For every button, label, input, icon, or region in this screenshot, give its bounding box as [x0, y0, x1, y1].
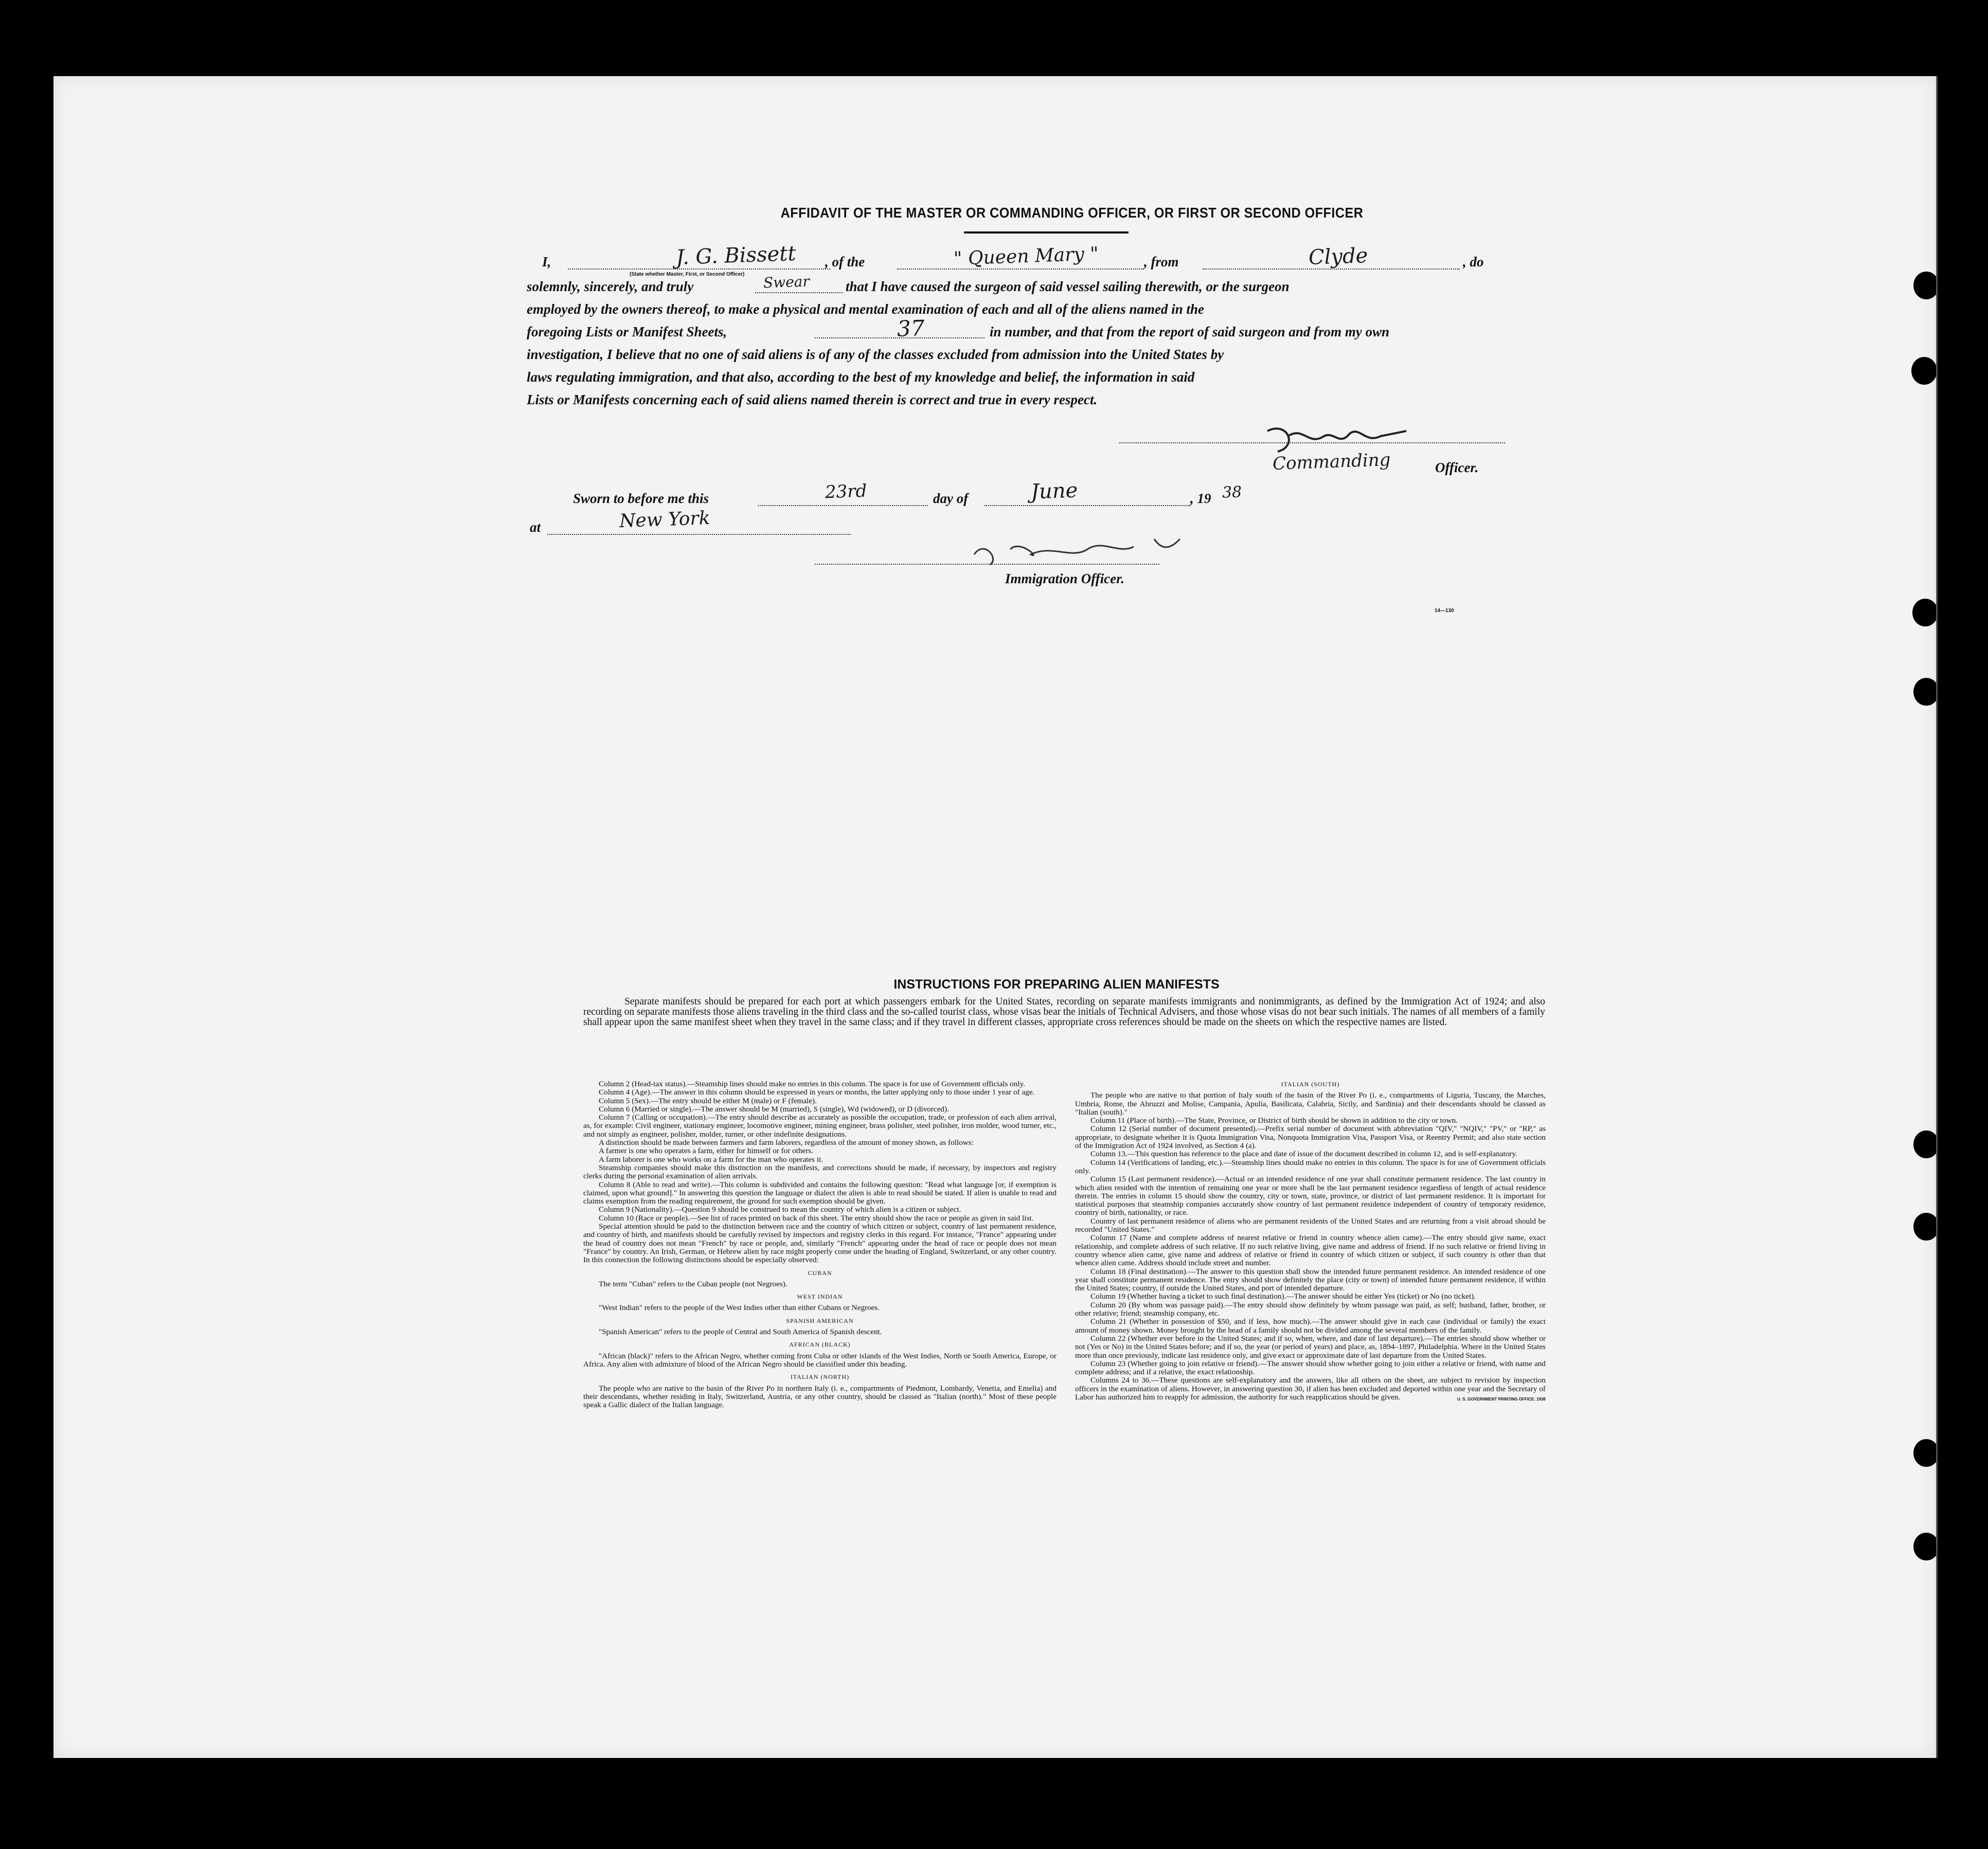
- instruction-paragraph: Column 13.—This question has reference to the place and date of issue of the document described in column 12, and is self-explanatory.: [1090, 1150, 1517, 1159]
- officer-suffix: Officer.: [1435, 460, 1479, 475]
- affidavit-line5: investigation, I believe that no one of said aliens is of any of the classes excluded from admission into the United States by: [527, 347, 1224, 362]
- spanish-american-text: "Spanish American" refers to the people of Central and South America of Spanish descent.: [599, 1327, 882, 1337]
- instruction-paragraph: Column 22 (Whether ever before in the United States; and if so, when, where, and date of last departure).—The entries should show whether or not (Yes or No) in the United States before; and if so, the year (or period of years) and place, as, 1894–1897, Philadelphia. Where in the United States more than once previously, indicate last residence only, and give exact or approximate date of last departure from the United States.: [1075, 1334, 1546, 1360]
- instruction-paragraph: Column 18 (Final destination).—The answer to this question shall show the intended future permanent residence. An intended residence of one year shall constitute permanent residence. The entry should show definitely the place (city or town) of intended future permanent residence, if within the United States; country, if outside the United States, and port of intended departure.: [1075, 1267, 1546, 1293]
- west-indian-text: "West Indian" refers to the people of the West Indies other than either Cubans or Negroes.: [599, 1303, 880, 1313]
- instruction-paragraph: Column 6 (Married or single).—The answer should be M (married), S (single), Wd (widowed), or D (divorced).: [599, 1104, 949, 1114]
- instructions-left-column: [583, 1080, 1056, 1409]
- italian-north-text: The people who are native to the basin of the River Po in northern Italy (i. e., compartments of Piedmont, Lombardy, Venetia, and Emelia) and their descendants, whether residing in Italy, Switzerland, Austria, or any other country, should be classed as "Italian (north)." Most of these people speak a Gallic dialect of the Italian language.: [583, 1384, 1056, 1410]
- instruction-paragraph: Column 23 (Whether going to join relative or friend).—The answer should show whether going to join either a relative or friend, with name and complete address; and if a relative, the exact relationship.: [1075, 1359, 1546, 1377]
- cuban-heading: CUBAN: [808, 1269, 832, 1277]
- year-prefix: , 19: [1190, 491, 1211, 506]
- italian-north-heading: ITALIAN (NORTH): [790, 1373, 850, 1381]
- italian-south-heading: ITALIAN (SOUTH): [1281, 1081, 1340, 1088]
- day-blank: [758, 505, 928, 506]
- hw-place: New York: [619, 507, 711, 532]
- affidavit-do: , do: [1463, 254, 1484, 270]
- affidavit-from: , from: [1144, 254, 1179, 270]
- cuban-text: The term "Cuban" refers to the Cuban people (not Negroes).: [599, 1279, 787, 1288]
- right-paragraphs: [1075, 1091, 1546, 1402]
- affidavit-title: AFFIDAVIT OF THE MASTER OR COMMANDING OFFICER, OR FIRST OR SECOND OFFICER: [780, 205, 1364, 221]
- instruction-paragraph: A farm laborer is one who works on a farm for the man who operates it.: [599, 1155, 823, 1164]
- master-note: (State whether Master, First, or Second Officer): [630, 272, 745, 277]
- page-edge-line: [1936, 76, 1938, 1758]
- hw-day: 23rd: [825, 480, 867, 503]
- african-text: "African (black)" refers to the African Negro, whether coming from Cuba or other islands of the West Indies, North or South America, Europe, or Africa. Any alien with admixture of blood of the African Negro should be classified under this heading.: [583, 1351, 1056, 1369]
- instruction-paragraph: Steamship companies should make this distinction on the manifests, and corrections should be made, if necessary, by inspectors and registry clerks during the personal examination of alien arrivals.: [583, 1163, 1056, 1181]
- instruction-paragraph: Column 4 (Age).—The answer in this column should be expressed in years or months, the latter applying only to those under 1 year of age.: [599, 1088, 1035, 1097]
- form-number: 14—130: [1435, 608, 1454, 614]
- instruction-paragraph: Column 2 (Head-tax status).—Steamship lines should make no entries in this column. The space is for use of Government officials only.: [599, 1080, 1025, 1088]
- instruction-paragraph: Column 9 (Nationality).—Question 9 should be construed to mean the country of which alien is a citizen or subject.: [599, 1205, 961, 1214]
- instruction-paragraph: Column 17 (Name and complete address of nearest relative or friend in country whence alien came).—The entry should give name, exact relationship, and complete address of such relative. If no such relative living, give name and address of friend. If no such relative or friend living in country whence alien came, give name and address of relative or friend in country of which citizen or subject, if such country is other than that whence alien came. Address should include street and number.: [1075, 1233, 1546, 1268]
- master-signature-blank: [1119, 442, 1505, 443]
- instruction-paragraph: The people who are native to that portion of Italy south of the basin of the River Po (i. e., compartments of Liguria, Tuscany, the Marches, Umbria, Rome, the Abruzzi and Molise, Campania, Apulia, Basilicata, Calabria, Sicily, and Sardinia) and their descendants should be classed as "Italian (south).": [1075, 1091, 1546, 1117]
- day-of-label: day of: [933, 491, 969, 506]
- vessel-blank: [897, 268, 1144, 270]
- place-blank: [547, 534, 851, 535]
- instruction-paragraph: Column 19 (Whether having a ticket to such final destination).—The answer should be either Yes (ticket) or No (no ticket).: [1090, 1292, 1476, 1301]
- instruction-paragraph: Column 7 (Calling or occupation).—The entry should describe as accurately as possible the occupation, trade, or profession of each alien arrival, as, for example: Civil engineer, stationary engineer, locomotive engineer, mining engineer, brass polisher, steel polisher, iron molder, wood turner, etc., and not simply as engineer, polisher, molder, turner, or other indefinite designations.: [583, 1113, 1056, 1139]
- hw-year: 38: [1222, 483, 1242, 502]
- instruction-paragraph: Country of last permanent residence of aliens who are permanent residents of the United States and are returning from a visit abroad should be recorded "United States.": [1075, 1216, 1546, 1234]
- instruction-paragraph: Column 11 (Place of birth).—The State, Province, or District of birth should be shown in addition to the city or town.: [1090, 1116, 1458, 1125]
- at-label: at: [530, 519, 541, 535]
- title-underline: [964, 231, 1129, 234]
- punch-hole: [1913, 678, 1939, 706]
- instructions-right-column: [1075, 1076, 1546, 1404]
- hw-vessel: " Queen Mary ": [953, 243, 1099, 270]
- instruction-paragraph: A farmer is one who operates a farm, either for himself or for others.: [599, 1146, 814, 1156]
- punch-hole: [1912, 599, 1938, 626]
- punch-hole: [1913, 272, 1939, 299]
- hw-sheets: 37: [897, 315, 925, 342]
- instruction-paragraph: Column 15 (Last permanent residence).—Actual or an intended residence of one year shall constitute permanent residence. The last country in which alien resided with the intention of remaining one year or more shall be the last permanent residence regardless of length of actual residence therein. The entries in column 15 should show the country, city or town, state, province, or district of last permanent residence. It is important for statistical purposes that steamship companies accurately show country of last permanent residence independent of country of temporary residence, country of birth, nationality, or race.: [1075, 1175, 1546, 1217]
- hw-swear: Swear: [763, 273, 810, 292]
- affidavit-line2-start: solemnly, sincerely, and truly: [527, 279, 694, 294]
- punch-hole: [1913, 1213, 1939, 1241]
- hw-officer-rank: Commanding: [1272, 450, 1391, 474]
- affidavit-line2-rest: that I have caused the surgeon of said vessel sailing therewith, or the surgeon: [846, 279, 1289, 294]
- hw-from-port: Clyde: [1308, 244, 1369, 270]
- swear-blank: [755, 292, 843, 293]
- immigration-officer-label: Immigration Officer.: [1005, 571, 1125, 586]
- instruction-paragraph: Special attention should be paid to the distinction between race and the country of which citizen or subject, country of last permanent residence, and country of birth, and manifests should be carefully revised by inspectors and registry clerks in this regard. For instance, "France" appearing under the head of country does not mean "French" by race or people, and, similarly "French" appearing under the head of race or people does not mean "France" by country. An Irish, German, or Hebrew alien by race might properly come under the heading of England, Switzerland, or any other country. In this connection the following distinctions should be especially observed:: [583, 1222, 1056, 1265]
- west-indian-heading: WEST INDIAN: [797, 1293, 843, 1301]
- punch-hole: [1913, 1533, 1939, 1560]
- left-paragraphs: [583, 1080, 1056, 1265]
- instruction-paragraph: Column 14 (Verifications of landing, etc.).—Steamship lines should make no entries in this column. The space is for use of Government officials only.: [1075, 1158, 1546, 1175]
- affidavit-line4-rest: in number, and that from the report of said surgeon and from my own: [990, 324, 1390, 339]
- instructions-title: INSTRUCTIONS FOR PREPARING ALIEN MANIFESTS: [893, 977, 1220, 992]
- punch-hole: [1913, 1439, 1939, 1467]
- instruction-paragraph: Column 21 (Whether in possession of $50, and if less, how much).—The answer should give in each case (individual or family) the exact amount of money shown. Money brought by the head of a family should not be divided among the several members of the family.: [1075, 1317, 1546, 1335]
- immigration-officer-signature: [969, 524, 1216, 575]
- affidavit-line7: Lists or Manifests concerning each of said aliens named therein is correct and true in every respect.: [527, 392, 1098, 407]
- affidavit-line3: employed by the owners thereof, to make a physical and mental examination of each and all of the aliens named in the: [527, 301, 1204, 317]
- instruction-paragraph: Column 20 (By whom was passage paid).—The entry should show definitely by whom passage was paid, as self; husband, father, brother, or other relative; friend; steamship company, etc.: [1075, 1300, 1546, 1318]
- month-blank: [984, 505, 1190, 506]
- hw-month: June: [1030, 478, 1079, 504]
- punch-hole: [1913, 1130, 1939, 1158]
- hw-master-name: J. G. Bissett: [675, 241, 797, 270]
- printing-office-note: U. S. GOVERNMENT PRINTING OFFICE: 1938: [1457, 1397, 1546, 1402]
- affidavit-of-the: , of the: [825, 254, 865, 270]
- affidavit-line4-start: foregoing Lists or Manifest Sheets,: [527, 324, 727, 339]
- instruction-paragraph: Column 8 (Able to read and write).—This column is subdivided and contains the following question: "Read what language [or, if exemption is claimed, upon what ground]." In answering this question the language or dialect the alien is able to read should be stated. If alien is unable to read and claims exemption from the reading requirement, the ground for such exemption should be given.: [583, 1180, 1056, 1206]
- african-heading: AFRICAN (BLACK): [789, 1341, 851, 1349]
- punch-hole: [1911, 357, 1937, 385]
- spanish-american-heading: SPANISH AMERICAN: [786, 1317, 854, 1324]
- instruction-paragraph: Column 12 (Serial number of document presented).—Prefix serial number of document with abbreviation "QIV," "NQIV," "PV," or "RP," as appropriate, to designate whether it is Quota Immigration Visa, Nonquota Immigration Visa, Passport Visa, or Reentry Permit; and also state section of the Immigration Act of 1924 involved, as Section 4 (a).: [1075, 1124, 1546, 1151]
- instruction-paragraph: Column 5 (Sex).—The entry should be either M (male) or F (female).: [599, 1096, 817, 1105]
- immigration-officer-blank: [815, 564, 1159, 565]
- manifest-page: [53, 76, 1936, 1758]
- instructions-intro: Separate manifests should be prepared for each port at which passengers embark for the United States, recording on separate manifests immigrants and nonimmigrants, as defined by the Immigration Act of 1924; and also recording on separate manifests those aliens traveling in the third class and the so-called tourist class, whose visas bear the initials of Technical Advisers, and those whose visas do not bear such initials. The names of all members of a family shall appear upon the same manifest sheet when they travel in the same class; and if they travel in different classes, appropriate cross references should be made on the sheets on which the respective names are listed.: [583, 996, 1545, 1028]
- instruction-paragraph: Column 10 (Race or people).—See list of races printed on back of this sheet. The entry should show the race or people as given in said list.: [599, 1213, 1034, 1223]
- instruction-paragraph: Columns 24 to 36.—These questions are self-explanatory and the answers, like all others on the sheet, are subject to revision by inspection officers in the examination of aliens. However, in answering question 30, if alien has been excluded and deported within one year and the Secretary of Labor has authorized him to reapply for admission, the authority for such reapplication should be given.: [1075, 1376, 1546, 1402]
- affidavit-i: I,: [542, 254, 551, 270]
- sworn-label: Sworn to before me this: [573, 491, 709, 506]
- affidavit-line6: laws regulating immigration, and that also, according to the best of my knowledge and belief, the information in said: [527, 369, 1195, 385]
- instruction-paragraph: A distinction should be made between farmers and farm laborers, regardless of the amount of money shown, as follows:: [599, 1138, 974, 1147]
